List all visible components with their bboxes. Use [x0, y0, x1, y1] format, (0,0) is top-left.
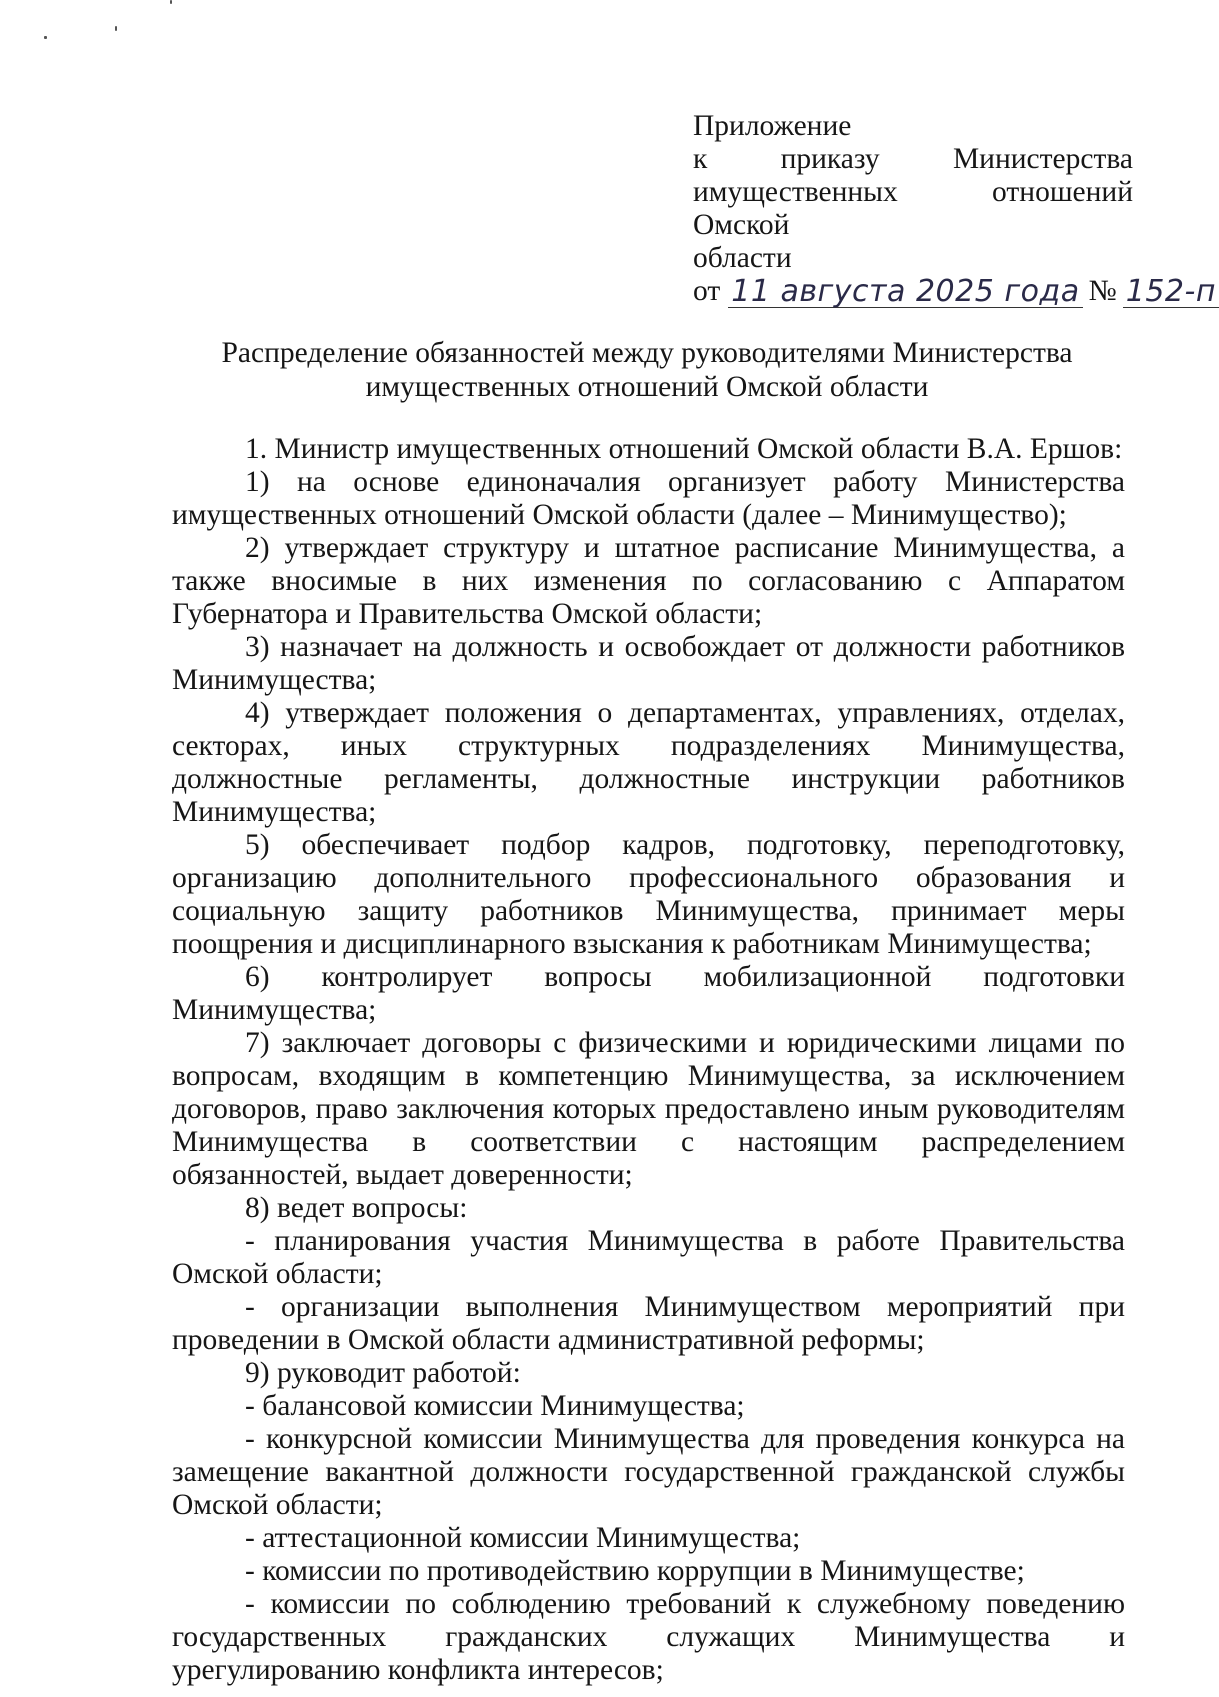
handwritten-date: 11 августа 2025 года: [728, 277, 1082, 308]
appendix-line-1: Приложение: [693, 110, 852, 142]
appendix-line-2: к приказу Министерства: [693, 143, 1133, 175]
scan-speck: [170, 0, 172, 4]
paragraph: 4) утверждает положения о департаментах, управлениях, отделах, секторах, иных структурных подразделениях Минимущества, должностные регламенты, должностные инструкции работников Минимущества;: [172, 697, 1125, 828]
appendix-line-3: имущественных отношений Омской: [693, 176, 1133, 241]
paragraph: 3) назначает на должность и освобождает от должности работников Минимущества;: [172, 631, 1125, 696]
paragraph: 9) руководит работой:: [245, 1357, 521, 1389]
paragraph: - комиссии по соблюдению требований к служебному поведению государственных гражданских служащих Минимущества и урегулированию конфликта интересов;: [172, 1588, 1125, 1686]
paragraph: 1. Министр имущественных отношений Омской области В.А. Ершов:: [245, 433, 1123, 465]
paragraph: - организации выполнения Минимуществом мероприятий при проведении в Омской области административной реформы;: [172, 1291, 1125, 1356]
order-date-line: [693, 274, 1216, 309]
paragraph: 2) утверждает структуру и штатное расписание Минимущества, а также вносимые в них изменения по согласованию с Аппаратом Губернатора и Правительства Омской области;: [172, 532, 1125, 630]
paragraph: 6) контролирует вопросы мобилизационной подготовки Минимущества;: [172, 961, 1125, 1026]
paragraph: - аттестационной комиссии Минимущества;: [245, 1522, 801, 1554]
number-prefix: №: [1088, 275, 1117, 307]
paragraph: - балансовой комиссии Минимущества;: [245, 1390, 745, 1422]
title-line-2: имущественных отношений Омской области: [365, 371, 929, 403]
paragraph: 1) на основе единоначалия организует работу Министерства имущественных отношений Омской области (далее – Минимущество);: [172, 466, 1125, 531]
scan-speck: [44, 36, 47, 39]
scan-speck: [115, 26, 117, 31]
handwritten-order-number: 152-п: [1123, 277, 1219, 308]
date-prefix: от: [693, 275, 721, 307]
paragraph: 5) обеспечивает подбор кадров, подготовку, переподготовку, организацию дополнительного профессионального образования и социальную защиту работников Минимущества, принимает меры поощрения и дисциплинарного взыскания к работникам Минимущества;: [172, 829, 1125, 960]
appendix-line-4: области: [693, 242, 792, 274]
document-body: [172, 433, 1125, 1687]
paragraph: 8) ведет вопросы:: [245, 1192, 468, 1224]
paragraph: 7) заключает договоры с физическими и юридическими лицами по вопросам, входящим в компетенцию Минимущества, за исключением договоров, право заключения которых предоставлено иным руководителям Минимущества в соответствии с настоящим распределением обязанностей, выдает доверенности;: [172, 1027, 1125, 1191]
paragraph: - конкурсной комиссии Минимущества для проведения конкурса на замещение вакантной должности государственной гражданской службы Омской области;: [172, 1423, 1125, 1521]
title-line-1: Распределение обязанностей между руководителями Министерства: [221, 337, 1073, 369]
document-title: [172, 336, 1122, 404]
paragraph: - комиссии по противодействию коррупции в Минимуществе;: [245, 1555, 1025, 1587]
paragraph: - планирования участия Минимущества в работе Правительства Омской области;: [172, 1225, 1125, 1290]
appendix-header: [693, 110, 1216, 309]
